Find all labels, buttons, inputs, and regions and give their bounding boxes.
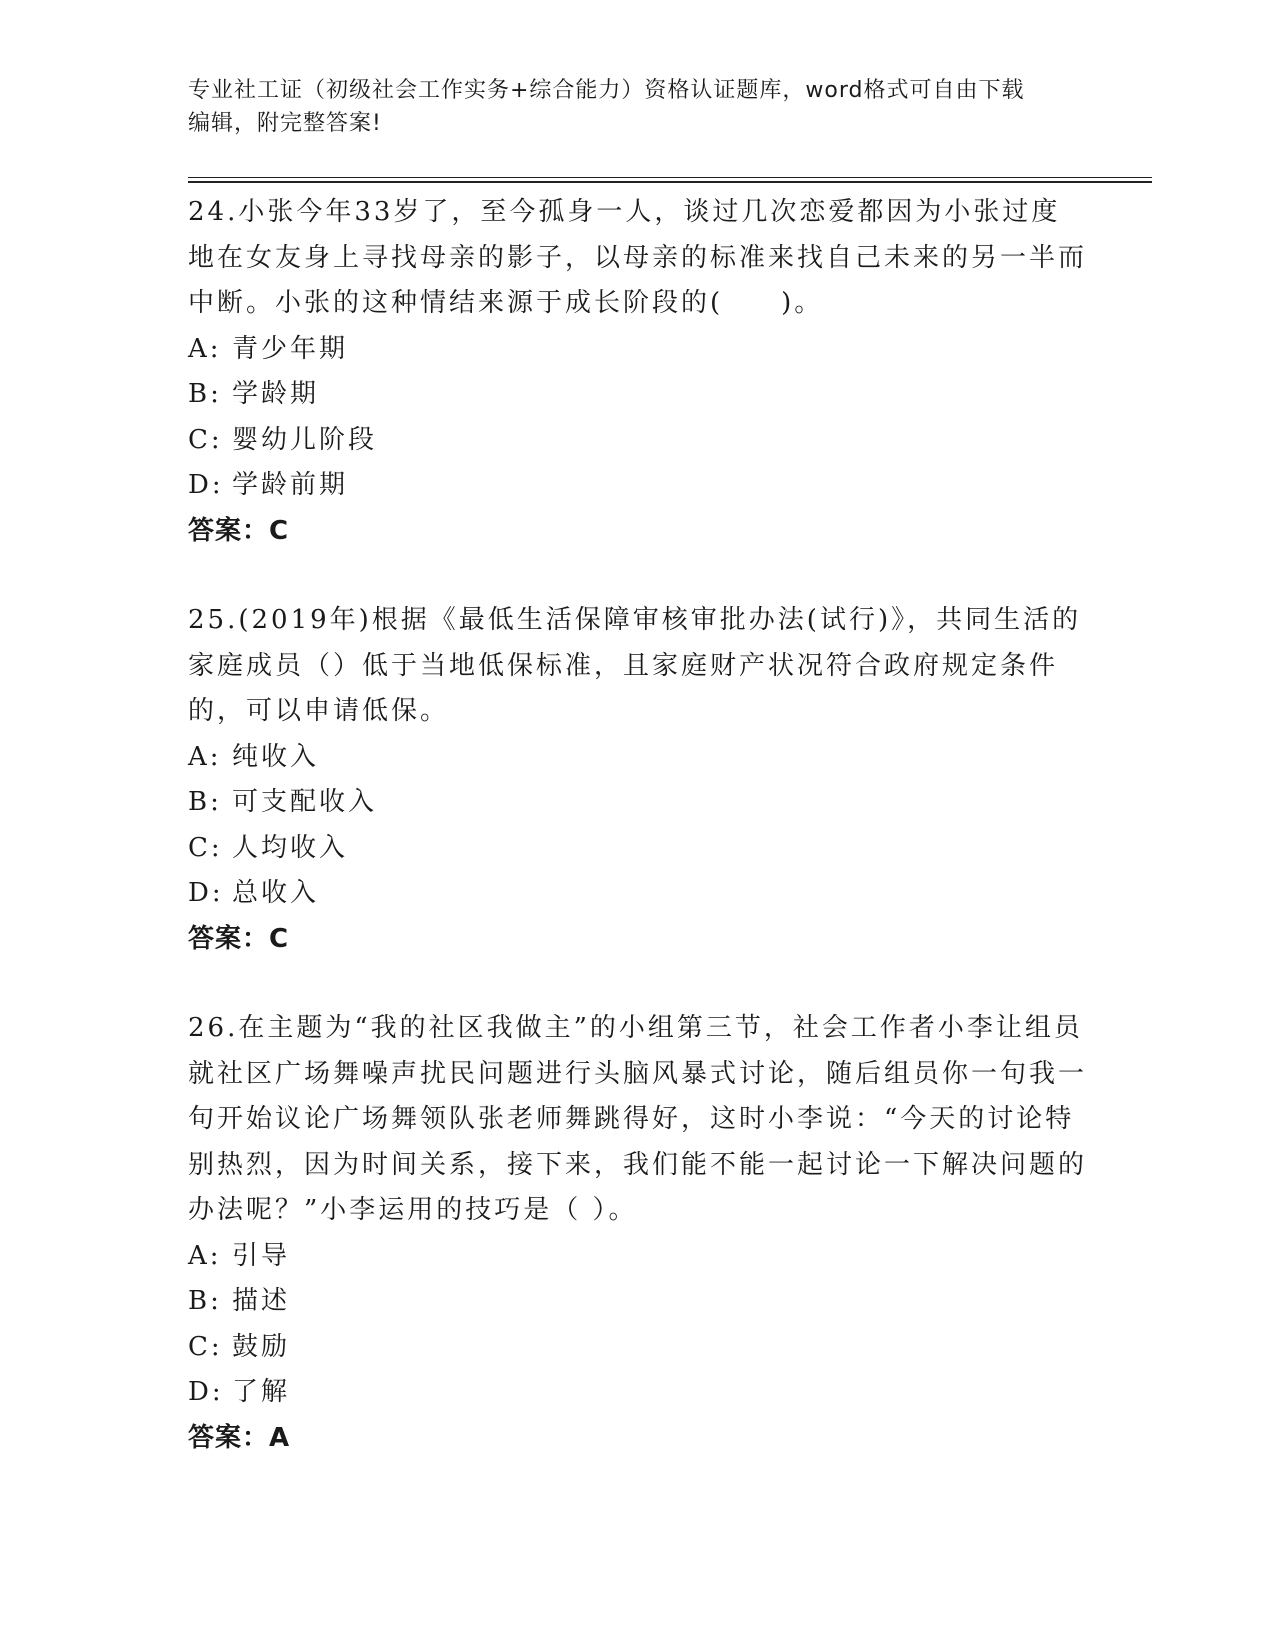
option-text: 婴幼儿阶段 [232,424,378,455]
option-a [188,735,1088,781]
option-letter: A: [188,333,222,364]
option-text: 总收入 [232,878,320,908]
option-text: 学龄前期 [232,470,349,500]
option-letter: A: [188,741,222,772]
option-letter: B: [188,379,222,409]
option-b [188,780,1088,826]
answer-line: 答案：C [188,515,290,546]
header-line-2: 编辑，附完整答案! [188,111,382,136]
question-stem: 25.(2019年)根据《最低生活保障审核审批办法(试行)》，共同生活的家庭成员（）低于当地低保标准，且家庭财产状况符合政府规定条件的，可以申请低保。 [188,605,1082,726]
header-line-1: 专业社工证（初级社会工作实务+综合能力）资格认证题库，word格式可自由下载 [188,78,1025,103]
header-divider-thick [188,181,1152,183]
option-text: 人均收入 [232,832,349,863]
option-letter: B: [188,1286,222,1316]
document-header [188,74,1088,140]
option-letter: A: [188,1240,222,1271]
option-b [188,372,1088,418]
question-stem: 26.在主题为“我的社区我做主”的小组第三节，社会工作者小李让组员就社区广场舞噪声扰民问题进行头脑风暴式讨论，随后组员你一句我一句开始议论广场舞领队张老师舞跳得好，这时小李说：“今天的讨论特别热烈，因为时间关系，接下来，我们能不能一起讨论一下解决问题的办法呢？”小李运用的技巧是（ ）。 [188,1013,1088,1225]
header-divider-thin [188,177,1152,178]
option-c [188,418,1088,464]
question-block [188,1006,1088,1461]
answer-line: 答案：A [188,1422,291,1453]
option-c [188,1325,1088,1371]
option-d [188,463,1088,509]
option-text: 青少年期 [232,333,349,364]
question-block [188,190,1088,554]
option-text: 纯收入 [232,741,320,772]
option-text: 学龄期 [232,379,320,409]
option-letter: B: [188,787,222,817]
option-d [188,1370,1088,1416]
option-text: 描述 [232,1286,291,1316]
option-b [188,1279,1088,1325]
answer-line: 答案：C [188,923,290,954]
option-letter: C: [188,424,223,455]
option-letter: C: [188,832,223,863]
question-stem: 24.小张今年33岁了，至今孤身一人，谈过几次恋爱都因为小张过度地在女友身上寻找母亲的影子，以母亲的标准来找自己未来的另一半而中断。小张的这种情结来源于成长阶段的( )。 [188,197,1088,318]
option-letter: D: [188,1377,224,1407]
option-a [188,1234,1088,1280]
option-letter: D: [188,878,224,908]
option-c [188,826,1088,872]
option-a [188,327,1088,373]
question-block [188,598,1088,962]
question-list [188,190,1088,1505]
option-text: 鼓励 [232,1331,291,1362]
option-d [188,871,1088,917]
option-text: 了解 [232,1377,291,1407]
option-letter: C: [188,1331,223,1362]
option-text: 可支配收入 [232,787,378,817]
option-text: 引导 [232,1240,291,1271]
option-letter: D: [188,470,224,500]
